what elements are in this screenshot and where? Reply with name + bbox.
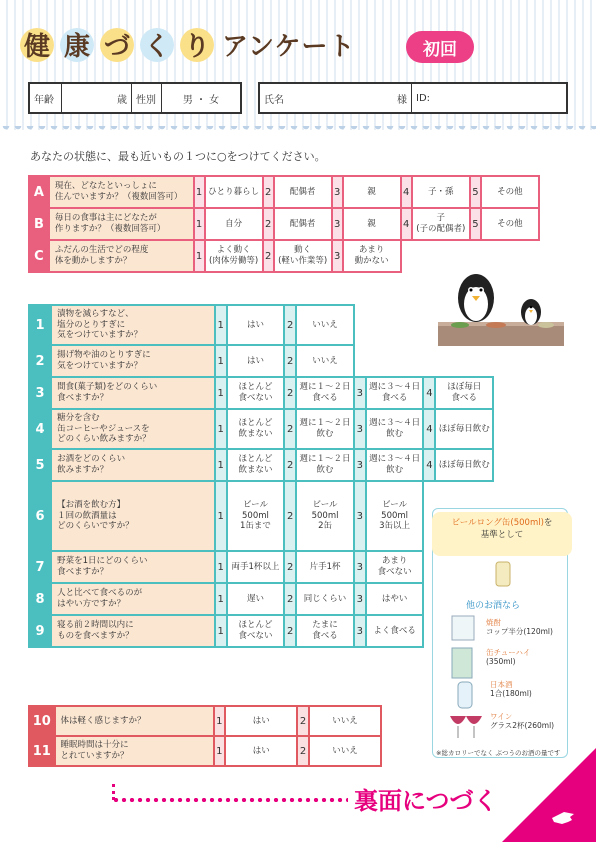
option-label[interactable]: 両手1杯以上	[227, 551, 284, 583]
question-row	[29, 583, 493, 615]
option-number[interactable]: 1	[194, 240, 205, 272]
drink-chuhai	[486, 648, 530, 667]
option-label[interactable]: 配偶者	[274, 208, 332, 240]
continue-on-back-text: 裏面につづく	[354, 787, 498, 815]
option-number[interactable]: 1	[214, 736, 226, 766]
question-text: 【お酒を飲む方】 １回の飲酒量は どのくらいですか？	[51, 481, 215, 551]
callout-text: を	[543, 518, 553, 528]
question-text: 糖分を含む 缶コーヒーやジュースを どのくらい飲みますか？	[51, 409, 215, 449]
question-row	[29, 409, 493, 449]
drink-amount: コップ半分(120ml)	[486, 627, 553, 637]
option-number[interactable]: 2	[263, 176, 274, 208]
option-number[interactable]: 2	[284, 481, 296, 551]
drink-sake	[490, 680, 532, 699]
option-number[interactable]: 2	[297, 736, 309, 766]
question-text: 間食(菓子類)をどのくらい 食べますか？	[51, 377, 215, 409]
question-number: 1	[29, 305, 51, 345]
option-number[interactable]: 1	[194, 176, 205, 208]
sex-options[interactable]: 男 ・ 女	[182, 94, 220, 106]
option-number[interactable]: 2	[284, 583, 296, 615]
option-label[interactable]: いいえ	[296, 345, 353, 377]
drink-amount: 1合(180ml)	[490, 689, 532, 699]
option-label[interactable]: ビール500ml 2缶	[296, 481, 353, 551]
option-label[interactable]: よく動く (肉体労働等)	[205, 240, 263, 272]
other-drinks-heading: 他のお酒なら	[466, 601, 521, 611]
option-label[interactable]: ほぼ毎日 食べる	[435, 377, 493, 409]
page-curl-corner	[502, 748, 596, 842]
option-label[interactable]: ほぼ毎日飲む	[435, 449, 493, 481]
option-number[interactable]: 4	[423, 449, 435, 481]
household-questions-table	[28, 175, 540, 273]
age-sex-box	[28, 82, 242, 114]
option-label[interactable]: 週に３～４日 飲む	[366, 409, 423, 449]
option-number[interactable]: 4	[423, 377, 435, 409]
option-label[interactable]: 子・孫	[412, 176, 470, 208]
option-number[interactable]: 3	[354, 449, 366, 481]
title-rest: アンケート	[222, 32, 356, 62]
option-label[interactable]: ほとんど 飲まない	[227, 449, 284, 481]
drink-name: 焼酎	[486, 618, 501, 627]
option-label[interactable]: 週に３～４日 食べる	[366, 377, 423, 409]
option-label[interactable]: はやい	[366, 583, 423, 615]
option-label[interactable]: 自分	[205, 208, 263, 240]
callout-highlight: ビールロング缶(500ml)	[451, 518, 544, 528]
question-number: 4	[29, 409, 51, 449]
beer-can-icon	[494, 560, 512, 588]
name-field[interactable]	[292, 84, 412, 112]
sex-label: 性別	[132, 84, 162, 112]
option-number[interactable]: 1	[215, 615, 227, 647]
first-visit-badge: 初回	[406, 31, 474, 63]
option-label[interactable]: 親	[343, 176, 401, 208]
question-row	[29, 305, 493, 345]
option-number[interactable]: 4	[401, 176, 412, 208]
question-text: ふだんの生活でどの程度 体を動かしますか？	[49, 240, 194, 272]
question-number: 6	[29, 481, 51, 551]
option-number[interactable]: 2	[284, 377, 296, 409]
option-number[interactable]: 1	[215, 551, 227, 583]
age-field[interactable]	[62, 84, 132, 112]
option-label[interactable]: はい	[225, 736, 297, 766]
question-row	[29, 481, 493, 551]
title-char: く	[140, 28, 174, 62]
drink-shochu	[486, 618, 553, 637]
question-number: 9	[29, 615, 51, 647]
question-number: 5	[29, 449, 51, 481]
option-number[interactable]: 1	[215, 345, 227, 377]
question-row	[29, 706, 381, 736]
drink-wine	[490, 712, 554, 731]
option-number[interactable]: 1	[194, 208, 205, 240]
option-number[interactable]: 1	[215, 409, 227, 449]
option-number[interactable]: 4	[423, 409, 435, 449]
option-number[interactable]: 2	[284, 615, 296, 647]
option-number[interactable]: 3	[332, 208, 343, 240]
question-row	[29, 736, 381, 766]
option-label[interactable]: いいえ	[309, 736, 381, 766]
option-label[interactable]: 片手1杯	[296, 551, 353, 583]
option-label[interactable]: 動く (軽い作業等)	[274, 240, 332, 272]
question-row	[29, 208, 539, 240]
title-char: り	[180, 28, 214, 62]
option-number[interactable]: 3	[354, 377, 366, 409]
question-text: 野菜を1日にどのくらい 食べますか？	[51, 551, 215, 583]
option-number[interactable]: 1	[214, 706, 226, 736]
option-number[interactable]: 3	[332, 176, 343, 208]
question-row	[29, 449, 493, 481]
question-text: 体は軽く感じますか？	[55, 706, 214, 736]
option-label[interactable]: 週に３～４日 飲む	[366, 449, 423, 481]
option-number[interactable]: 2	[284, 305, 296, 345]
habit-questions-table	[28, 304, 494, 648]
option-label[interactable]: はい	[225, 706, 297, 736]
dotted-line	[112, 798, 348, 802]
option-label[interactable]: 配偶者	[274, 176, 332, 208]
option-number[interactable]: 1	[215, 583, 227, 615]
option-label[interactable]: 親	[343, 208, 401, 240]
option-number[interactable]: 2	[284, 409, 296, 449]
option-number[interactable]: 2	[263, 208, 274, 240]
option-label[interactable]: ビール500ml 1缶まで	[227, 481, 284, 551]
question-text: 睡眠時間は十分に とれていますか？	[55, 736, 214, 766]
option-label[interactable]: その他	[481, 208, 539, 240]
option-label[interactable]: ほぼ毎日飲む	[435, 409, 493, 449]
option-number[interactable]: 2	[263, 240, 274, 272]
question-row	[29, 345, 493, 377]
option-label[interactable]: 子 (子の配偶者)	[412, 208, 470, 240]
option-number[interactable]: 2	[297, 706, 309, 736]
option-number[interactable]: 3	[354, 615, 366, 647]
question-text: 人と比べて食べるのが はやい方ですか？	[51, 583, 215, 615]
id-label: ID:	[416, 92, 431, 104]
age-unit: 歳	[117, 94, 127, 106]
option-number[interactable]: 3	[354, 409, 366, 449]
option-number[interactable]: 3	[354, 551, 366, 583]
question-number: 3	[29, 377, 51, 409]
question-number: A	[29, 176, 49, 208]
age-label: 年齢	[30, 84, 62, 112]
drink-name: 缶チューハイ	[486, 648, 531, 657]
question-row	[29, 377, 493, 409]
question-row	[29, 176, 539, 208]
title-char: づ	[100, 28, 134, 62]
option-label[interactable]: 週に１～２日 食べる	[296, 377, 353, 409]
option-label[interactable]: はい	[227, 305, 284, 345]
question-text: お酒をどのくらい 飲みますか？	[51, 449, 215, 481]
option-label[interactable]: はい	[227, 345, 284, 377]
option-number[interactable]: 3	[332, 240, 343, 272]
scalloped-border	[0, 126, 596, 136]
option-number[interactable]: 1	[215, 305, 227, 345]
option-label[interactable]: ほとんど 飲まない	[227, 409, 284, 449]
question-number: 8	[29, 583, 51, 615]
drink-note: ※総カロリーでなく ぶつうのお酒の量です	[436, 749, 561, 757]
drink-glasses-icon	[444, 612, 484, 742]
drink-name: ワイン	[490, 712, 513, 721]
question-text: 寝る前２時間以内に ものを食べますか？	[51, 615, 215, 647]
beer-standard-callout	[432, 512, 572, 556]
option-label[interactable]: よく食べる	[366, 615, 423, 647]
title-char: 康	[60, 28, 94, 62]
option-label[interactable]: 遅い	[227, 583, 284, 615]
question-number: 10	[29, 706, 55, 736]
option-number[interactable]: 4	[401, 208, 412, 240]
condition-questions-table	[28, 705, 382, 767]
drink-amount: グラス2杯(260ml)	[490, 721, 555, 731]
option-number[interactable]: 2	[284, 345, 296, 377]
option-label[interactable]: いいえ	[296, 305, 353, 345]
option-label[interactable]: 週に１～２日 飲む	[296, 409, 353, 449]
question-text: 現在、どなたといっしょに 住んでいますか？（複数回答可）	[49, 176, 194, 208]
id-field[interactable]	[412, 84, 566, 112]
option-label[interactable]: その他	[481, 176, 539, 208]
option-label[interactable]: たまに 食べる	[296, 615, 353, 647]
option-number[interactable]: 3	[354, 481, 366, 551]
option-label[interactable]: 週に１～２日 飲む	[296, 449, 353, 481]
callout-line2: 基準として	[480, 529, 524, 540]
question-text: 揚げ物や油のとりすぎに 気をつけていますか？	[51, 345, 215, 377]
question-number: B	[29, 208, 49, 240]
option-label[interactable]: ひとり暮らし	[205, 176, 263, 208]
instruction-text: あなたの状態に、最も近いもの１つに○をつけてください。	[30, 150, 326, 163]
option-number[interactable]: 1	[215, 481, 227, 551]
option-label[interactable]: 同じくらい	[296, 583, 353, 615]
question-number: 7	[29, 551, 51, 583]
question-text: 毎日の食事は主にどなたが 作りますか？（複数回答可）	[49, 208, 194, 240]
option-label[interactable]: あまり 食べない	[366, 551, 423, 583]
question-row	[29, 551, 493, 583]
drink-name: 日本酒	[490, 680, 513, 689]
option-number[interactable]: 2	[284, 449, 296, 481]
option-label[interactable]: ほとんど 食べない	[227, 377, 284, 409]
pointing-hand-icon	[550, 808, 576, 828]
title-char: 健	[20, 28, 54, 62]
survey-title	[20, 26, 355, 63]
question-number: 11	[29, 736, 55, 766]
option-label[interactable]: ビール500ml 3缶以上	[366, 481, 423, 551]
question-text: 漬物を減らすなど、 塩分のとりすぎに 気をつけていますか？	[51, 305, 215, 345]
option-number[interactable]: 1	[215, 449, 227, 481]
option-label[interactable]: ほとんど 食べない	[227, 615, 284, 647]
name-suffix: 様	[397, 94, 407, 106]
option-number[interactable]: 2	[284, 551, 296, 583]
question-number: C	[29, 240, 49, 272]
name-id-box	[258, 82, 568, 114]
option-number[interactable]: 5	[470, 208, 481, 240]
drink-amount: (350ml)	[486, 657, 516, 667]
penguins-eating-illustration	[436, 268, 566, 348]
option-label[interactable]: いいえ	[309, 706, 381, 736]
option-label[interactable]: あまり 動かない	[343, 240, 401, 272]
option-number[interactable]: 3	[354, 583, 366, 615]
option-number[interactable]: 1	[215, 377, 227, 409]
option-number[interactable]: 5	[470, 176, 481, 208]
question-number: 2	[29, 345, 51, 377]
question-row	[29, 615, 493, 647]
name-label: 氏名	[264, 94, 284, 106]
